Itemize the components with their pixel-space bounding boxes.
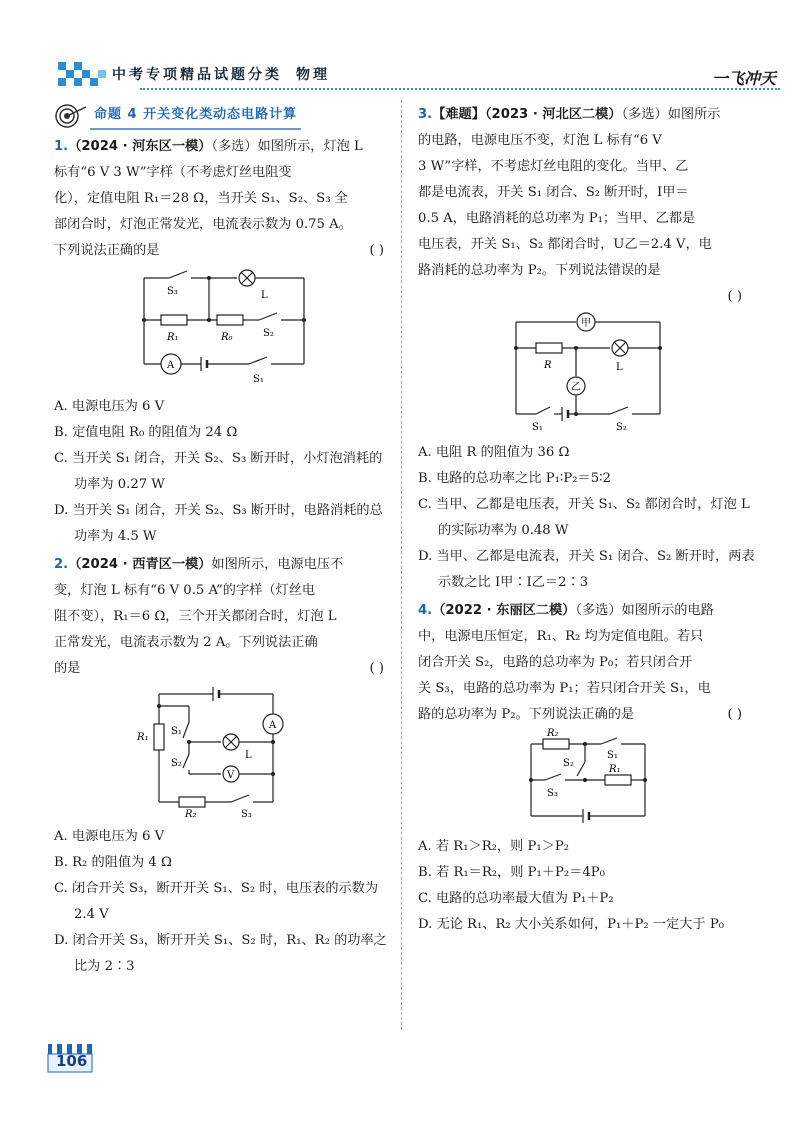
question-number: 3. <box>418 107 433 122</box>
right-column <box>418 102 762 940</box>
option-d: D. 无论 R₁、R₂ 大小关系如何，P₁＋P₂ 一定大于 P₀ <box>418 917 724 932</box>
label-ammeter: A <box>269 720 277 731</box>
option-b: B. 电路的总功率之比 P₁∶P₂＝5∶2 <box>418 471 611 486</box>
question-3 <box>418 102 762 596</box>
label-s3: S₃ <box>547 788 558 799</box>
label-s3: S₃ <box>167 286 178 297</box>
answer-bracket: ( ) <box>727 289 742 304</box>
option-d: D. 闭合开关 S₃，断开开关 S₁、S₂ 时，R₁、R₂ 的功率之比为 2∶3 <box>54 933 387 974</box>
option-a: A. 电阻 R 的阻值为 36 Ω <box>418 445 570 460</box>
option-b: B. R₂ 的阻值为 4 Ω <box>54 855 172 870</box>
header-dotted-line <box>140 88 780 90</box>
label-r: R <box>544 360 552 371</box>
question-4 <box>418 598 762 938</box>
label-r0: R₀ <box>221 332 233 343</box>
question-line: （多选）如图所示，灯泡 L <box>211 139 363 154</box>
label-s3: S₃ <box>241 809 252 820</box>
label-s2: S₂ <box>171 758 182 769</box>
label-s1: S₁ <box>532 422 543 433</box>
label-r2: R₂ <box>185 809 197 820</box>
circuit-diagram-3 <box>510 314 670 434</box>
target-icon <box>54 103 90 129</box>
question-source: （2022 · 东丽区二模） <box>432 603 576 618</box>
label-lamp: L <box>261 290 268 301</box>
question-source: 【难题】（2023 · 河北区二模） <box>432 107 622 122</box>
option-c: C. 当开关 S₁ 闭合，开关 S₂、S₃ 断开时，小灯泡消耗的功率为 0.27 W <box>54 451 383 492</box>
question-1 <box>54 134 394 550</box>
question-line: （多选）如图所示的电路 <box>575 603 714 618</box>
label-jia: 甲 <box>581 318 591 329</box>
answer-bracket: ( ) <box>369 243 384 258</box>
left-column <box>54 102 394 982</box>
label-lamp: L <box>245 750 252 761</box>
label-lamp: L <box>616 362 623 373</box>
question-line: 闭合开关 S₂，电路的总功率为 P₀；若只闭合开 <box>418 655 693 670</box>
question-line: 化），定值电阻 R₁＝28 Ω，当开关 S₁、S₂、S₃ 全 <box>54 191 348 206</box>
label-yi: 乙 <box>571 382 581 393</box>
label-r1: R₁ <box>137 732 149 743</box>
option-a: A. 若 R₁＞R₂，则 P₁＞P₂ <box>418 839 569 854</box>
option-c: C. 电路的总功率最大值为 P₁＋P₂ <box>418 891 614 906</box>
option-d: D. 当甲、乙都是电流表，开关 S₁ 闭合、S₂ 断开时，两表示数之比 I甲∶I乙＝2∶3 <box>418 549 755 590</box>
question-line: 关 S₃，电路的总功率为 P₁；若只闭合开关 S₁，电 <box>418 681 711 696</box>
question-line: 变，灯泡 L 标有“6 V 0.5 A”的字样（灯丝电 <box>54 583 316 598</box>
topic-heading <box>54 102 394 130</box>
circuit-diagram-2 <box>137 686 299 820</box>
question-line: 阻不变），R₁＝6 Ω，三个开关都闭合时，灯泡 L <box>54 609 337 624</box>
question-line: 部闭合时，灯泡正常发光，电流表示数为 0.75 A。 <box>54 217 352 232</box>
question-line: 如图所示，电源电压不 <box>211 557 344 572</box>
question-line: 标有“6 V 3 W”字样（不考虑灯丝电阻变 <box>54 165 292 180</box>
option-d: D. 当开关 S₁ 闭合，开关 S₂、S₃ 断开时，电路消耗的总功率为 4.5 W <box>54 503 383 544</box>
question-line: 3 W”字样，不考虑灯丝电阻的变化。当甲、乙 <box>418 159 689 174</box>
question-line: （多选）如图所示 <box>621 107 721 122</box>
header-brand: 一飞冲天 <box>711 69 776 88</box>
question-line: 路的总功率为 P₂。下列说法正确的是 <box>418 707 635 722</box>
question-line: 电压表，开关 S₁、S₂ 都闭合时，U乙＝2.4 V，电 <box>418 237 712 252</box>
option-a: A. 电源电压为 6 V <box>54 829 165 844</box>
question-source: （2024 · 河东区一模） <box>68 139 212 154</box>
answer-bracket: ( ) <box>369 661 384 676</box>
topic-label: 命题 4 开关变化类动态电路计算 <box>90 102 301 130</box>
label-r1: R₁ <box>609 764 621 775</box>
question-line: 中，电源电压恒定，R₁、R₂ 均为定值电阻。若只 <box>418 629 704 644</box>
question-line: 下列说法正确的是 <box>54 243 160 258</box>
label-r1: R₁ <box>167 332 179 343</box>
label-s1: S₁ <box>171 726 182 737</box>
question-line: 都是电流表，开关 S₁ 闭合、S₂ 断开时，I甲＝ <box>418 185 689 200</box>
label-s2: S₂ <box>263 328 274 339</box>
column-divider <box>401 100 402 1030</box>
option-c: C. 当甲、乙都是电压表，开关 S₁、S₂ 都闭合时，灯泡 L 的实际功率为 0.48 W <box>418 497 750 538</box>
label-s1: S₁ <box>607 750 618 761</box>
circuit-diagram-1 <box>139 268 309 388</box>
label-r2: R₂ <box>547 728 559 739</box>
question-number: 1. <box>54 139 69 154</box>
question-number: 4. <box>418 603 433 618</box>
question-2 <box>54 552 394 980</box>
question-line: 路消耗的总功率为 P₂。下列说法错误的是 <box>418 263 661 278</box>
label-s2: S₂ <box>563 758 574 769</box>
label-s2: S₂ <box>616 422 627 433</box>
question-line: 的是 <box>54 661 81 676</box>
option-b: B. 定值电阻 R₀ 的阻值为 24 Ω <box>54 425 238 440</box>
circuit-diagram-4 <box>525 728 655 828</box>
question-number: 2. <box>54 557 69 572</box>
option-c: C. 闭合开关 S₃，断开开关 S₁、S₂ 时，电压表的示数为 2.4 V <box>54 881 379 922</box>
question-line: 0.5 A，电路消耗的总功率为 P₁；当甲、乙都是 <box>418 211 696 226</box>
question-line: 正常发光，电流表示数为 2 A。下列说法正确 <box>54 635 318 650</box>
label-s1: S₁ <box>253 374 264 385</box>
label-ammeter: A <box>167 360 175 371</box>
question-source: （2024 · 西青区一模） <box>68 557 212 572</box>
option-b: B. 若 R₁＝R₂，则 P₁＋P₂＝4P₀ <box>418 865 605 880</box>
header-title: 中考专项精品试题分类 物理 <box>112 67 330 83</box>
label-voltmeter: V <box>227 770 235 781</box>
option-a: A. 电源电压为 6 V <box>54 399 165 414</box>
question-line: 的电路，电源电压不变，灯泡 L 标有“6 V <box>418 133 662 148</box>
page-header <box>40 58 780 98</box>
page-number: 106 <box>56 1052 88 1070</box>
answer-bracket: ( ) <box>727 707 742 722</box>
